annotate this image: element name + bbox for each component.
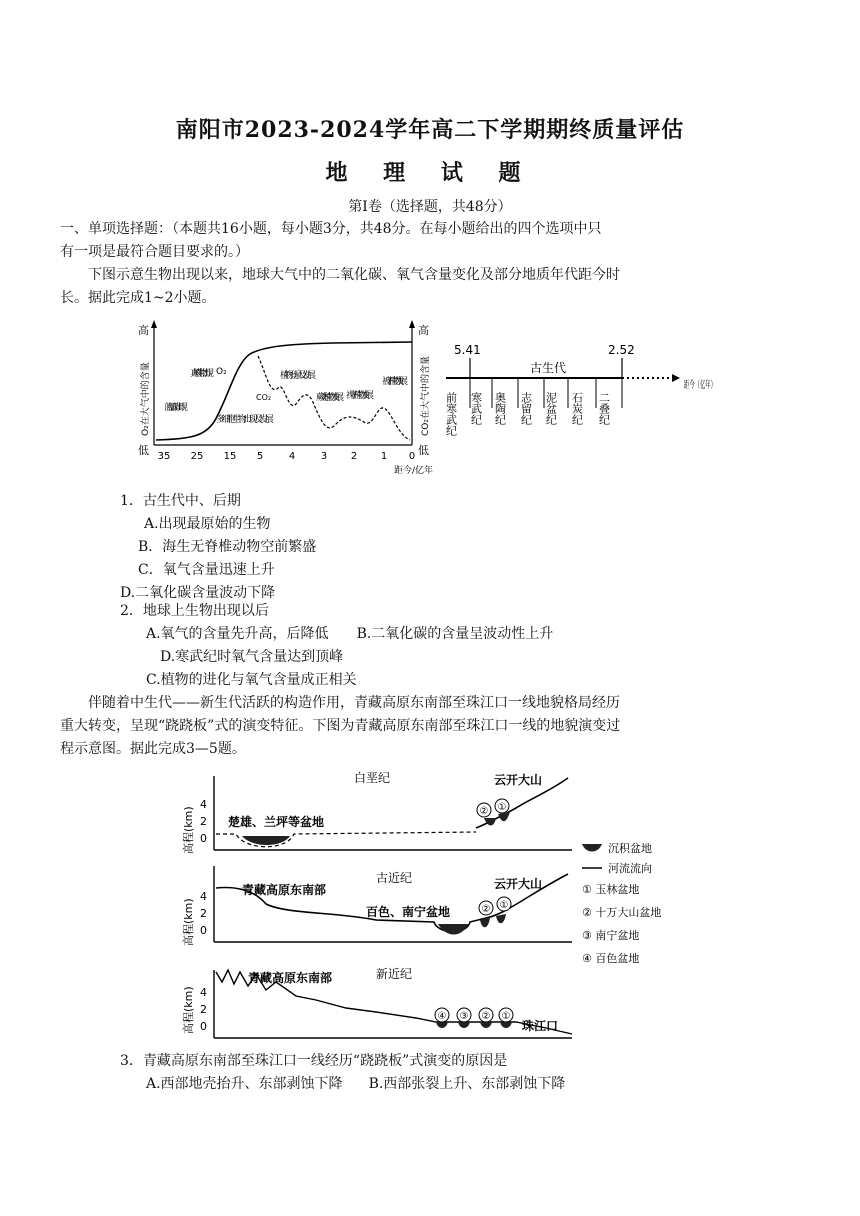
y-tick: 4: [200, 798, 207, 811]
period-labels: [445, 391, 611, 436]
instructions: [60, 218, 820, 264]
legend-item: ① 玉林盆地: [582, 883, 640, 896]
left-axis-bottom: 低: [138, 444, 149, 457]
panel-paleogene: [181, 866, 572, 946]
geologic-timeline: [444, 338, 744, 442]
left-axis-top: 高: [138, 324, 149, 337]
annotation-eukaryote: 真核生物出现: [190, 369, 214, 379]
period-label: 前寒武纪: [444, 392, 458, 436]
landform-evolution-diagram: [176, 764, 696, 1046]
x-tick: 3: [320, 451, 328, 462]
y-tick: 0: [200, 924, 207, 937]
y-tick: 2: [200, 1003, 207, 1016]
option-b: B.西部张裂上升、东部剥蚀下降: [368, 1076, 566, 1092]
x-tick: 15: [223, 451, 237, 462]
section-title: 第I卷（选择题，共48分）: [348, 199, 512, 215]
option-a: A.氧气的含量先升高，后降低: [146, 626, 329, 642]
annotation-ferns: 蕨类植物发展: [316, 393, 344, 403]
annotation-angiosperms: 被子植物发展: [382, 377, 408, 387]
o2-label: O₂: [216, 367, 227, 377]
subject-title: 地 理 试 题: [325, 160, 535, 186]
right-axis-top: 高: [418, 324, 429, 337]
x-tick: 1: [380, 451, 388, 462]
instructions-line: 一、单项选择题：（本题共16小题，每小题3分，共48分。在每小题给出的四个选项中只: [60, 221, 602, 237]
option-b: B．海生无脊椎动物空前繁盛: [138, 539, 317, 555]
exam-title: 南阳市2023-2024学年高二下学期期终质量评估: [175, 117, 685, 143]
x-tick: 0: [408, 451, 416, 462]
option-a: A.西部地壳抬升、东部剥蚀下降: [146, 1076, 343, 1092]
x-tick: 4: [288, 451, 296, 462]
period-label: 二叠纪: [597, 392, 611, 425]
panel-neogene: [181, 967, 572, 1038]
intro-paragraph-1: [60, 264, 820, 310]
place-label: 云开大山: [494, 877, 543, 891]
intro-line: 下图示意生物出现以来，地球大气中的二氧化碳、氧气含量变化及部分地质年代距今时: [88, 267, 620, 283]
period-title: 白垩纪: [354, 771, 391, 785]
y-tick: 0: [200, 832, 207, 845]
annotation-cyanobacteria: 蓝细菌出现: [164, 403, 188, 413]
period-label: 泥盆纪: [544, 392, 558, 425]
co2-label: CO₂: [256, 393, 272, 402]
annotation-multicellular: 多细胞生物出现及发展: [216, 415, 274, 425]
question-2: [120, 600, 820, 692]
question-stem: 1．古生代中、后期: [120, 493, 241, 509]
legend-item: ② 十万大山盆地: [582, 906, 662, 919]
marker: ②: [479, 806, 489, 817]
marker: ②: [481, 1011, 491, 1022]
x-tick: 35: [157, 451, 171, 462]
x-tick: 2: [350, 451, 358, 462]
place-label: 云开大山: [494, 773, 543, 787]
x-unit: 距今/亿年: [394, 466, 434, 476]
legend-item: 沉积盆地: [608, 842, 652, 855]
o2-co2-chart: [132, 318, 442, 480]
left-axis-label: O₂在大气中的含量: [141, 362, 151, 436]
timeline-end-value: 2.52: [608, 343, 635, 357]
question-stem: 3．青藏高原东南部至珠江口一线经历“跷跷板”式演变的原因是: [120, 1053, 508, 1069]
y-axis-label: 高程(km): [182, 898, 195, 946]
x-tick: 5: [256, 451, 264, 462]
period-label: 奥陶纪: [493, 392, 507, 425]
right-axis-bottom: 低: [418, 444, 429, 457]
intro-paragraph-2: [60, 692, 820, 761]
marker: ②: [481, 904, 491, 915]
place-label: 青藏高原东南部: [242, 883, 327, 897]
y-axis-label: 高程(km): [182, 986, 195, 1034]
y-tick: 2: [200, 907, 207, 920]
annotation-land-plants: 植物登录及发展: [280, 371, 316, 381]
marker: ①: [501, 1011, 511, 1022]
instructions-line: 有一项是最符合题目要求的。）: [60, 244, 249, 260]
question-3: [120, 1050, 820, 1096]
option-d: D.寒武纪时氧气含量达到顶峰: [160, 649, 344, 665]
period-label: 志留纪: [519, 392, 533, 425]
y-tick: 0: [200, 1020, 207, 1033]
place-label: 百色、南宁盆地: [366, 905, 451, 919]
legend-item: ③ 南宁盆地: [582, 929, 640, 942]
place-label: 青藏高原东南部: [248, 971, 333, 985]
panel-cretaceous: [181, 771, 572, 854]
x-tick: 25: [190, 451, 204, 462]
intro-line: 伴随着中生代——新生代活跃的构造作用，青藏高原东南部至珠江口一线地貌格局经历: [88, 695, 620, 711]
marker: ④: [437, 1011, 447, 1022]
place-label: 珠江口: [522, 1019, 559, 1033]
legend: [582, 841, 661, 965]
y-tick: 2: [200, 815, 207, 828]
option-a: A.出现最原始的生物: [144, 516, 271, 532]
marker: ③: [459, 1011, 469, 1022]
intro-line: 程示意图。据此完成3—5题。: [60, 741, 246, 757]
legend-item: 河流流向: [608, 862, 652, 875]
period-label: 石炭纪: [570, 392, 584, 425]
y-tick: 4: [200, 986, 207, 999]
question-1: [120, 490, 820, 605]
timeline-arrow-label: 距今（亿年）: [684, 380, 744, 391]
y-tick: 4: [200, 890, 207, 903]
x-tick-labels: [158, 451, 416, 462]
option-b: B.二氧化碳的含量呈波动性上升: [356, 626, 554, 642]
intro-line: 长。据此完成1~2小题。: [60, 290, 216, 306]
option-d: D.二氧化碳含量波动下降: [120, 585, 276, 601]
right-axis-label: CO₂在大气中的含量: [421, 356, 431, 436]
marker: ①: [499, 900, 509, 911]
question-stem: 2．地球上生物出现以后: [120, 603, 269, 619]
period-label: 寒武纪: [469, 392, 483, 425]
y-axis-label: 高程(km): [182, 806, 195, 854]
timeline-start-value: 5.41: [454, 343, 481, 357]
option-c: C.植物的进化与氧气含量成正相关: [146, 672, 357, 688]
option-c: C．氧气含量迅速上升: [138, 562, 275, 578]
legend-item: ④ 百色盆地: [582, 952, 640, 965]
annotation-gymnosperms: 裸子植物发展: [346, 391, 374, 401]
period-title: 古近纪: [376, 871, 413, 885]
period-title: 新近纪: [376, 967, 413, 981]
intro-line: 重大转变，呈现“跷跷板”式的演变特征。下图为青藏高原东南部至珠江口一线的地貌演变过: [60, 718, 621, 734]
era-label: 古生代: [530, 361, 567, 375]
marker: ①: [497, 802, 507, 813]
place-label: 楚雄、兰坪等盆地: [228, 815, 325, 829]
